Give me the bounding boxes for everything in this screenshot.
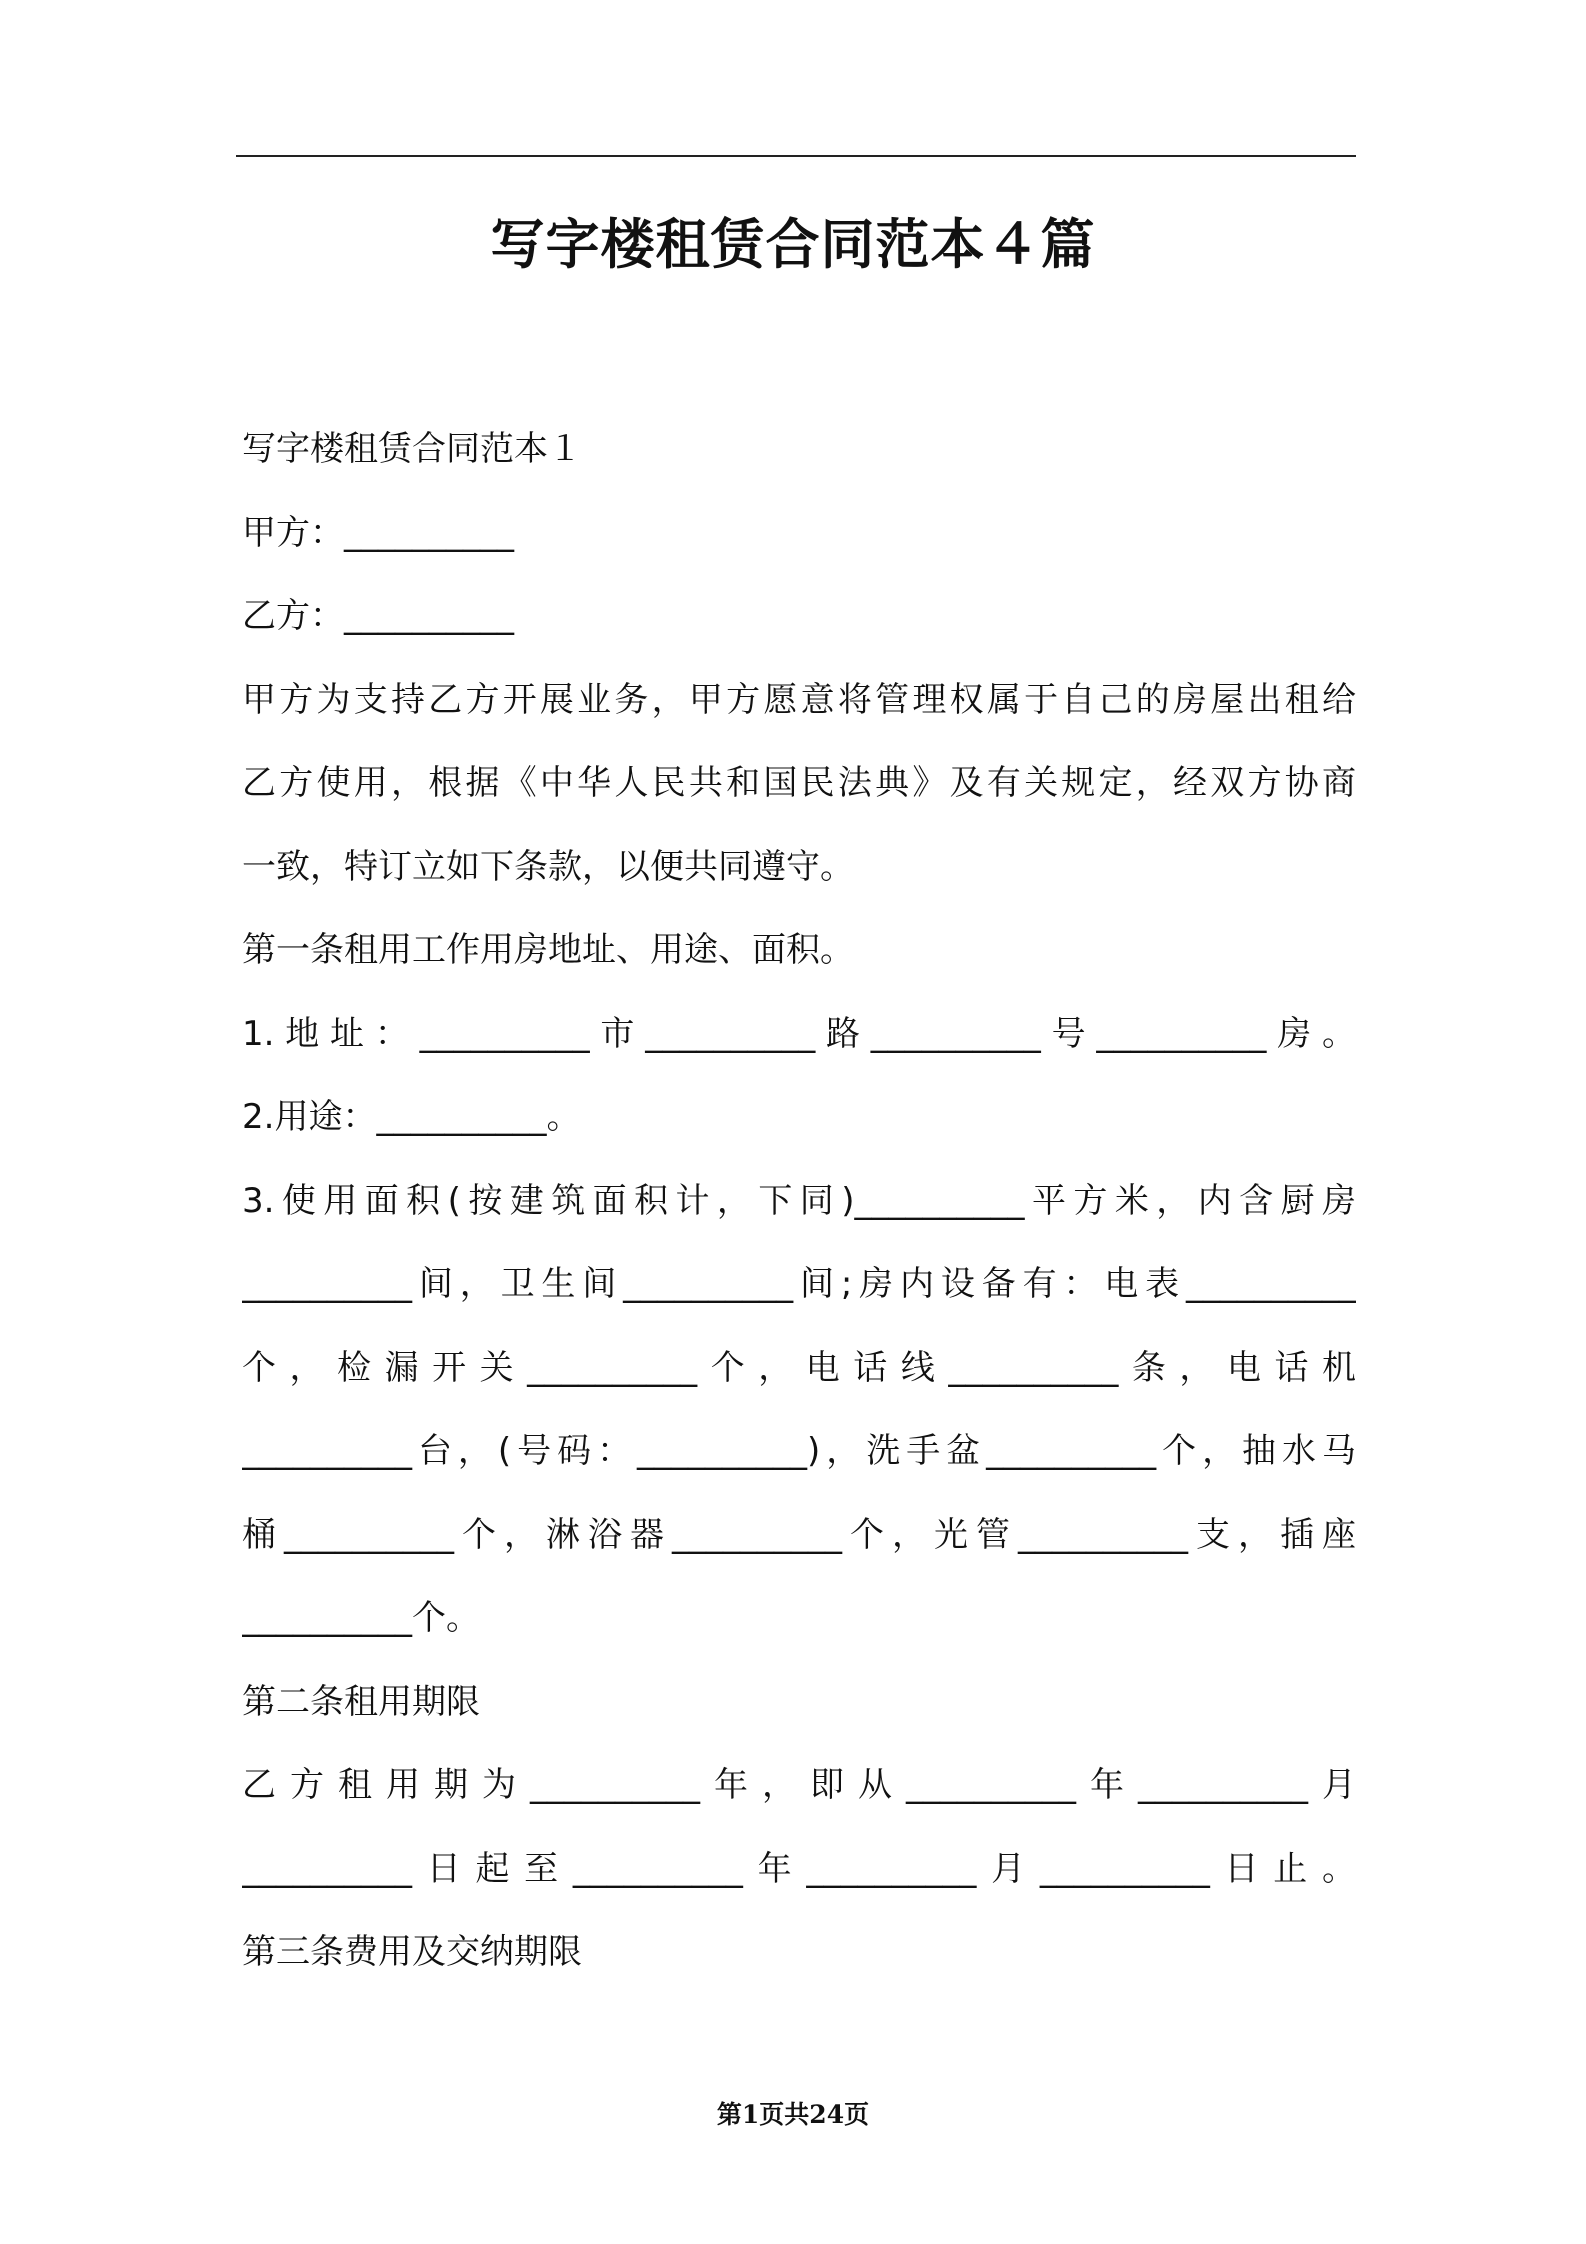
area-line-2: __________间，卫生间__________间;房内设备有：电表__________ [242,1264,1356,1304]
page-number-footer: 第1页共24页 [716,2100,870,2129]
area-line-6: __________个。 [242,1598,480,1638]
area-line-3: 个，检漏开关__________个，电话线__________条，电话机 [242,1347,1356,1388]
party-a-line: 甲方：__________ [242,512,514,553]
party-b-line: 乙方：__________ [242,596,514,636]
area-line-4: __________台，(号码：__________)，洗手盆__________个，抽水马 [242,1431,1356,1471]
section-heading-contract-1: 写字楼租赁合同范本１ [242,429,582,469]
preamble-line-2: 乙方使用，根据《中华人民共和国民法典》及有关规定，经双方协商 [242,763,1356,803]
purpose-line: 2.用途：__________。 [242,1097,581,1137]
document-body [242,408,1356,1995]
area-line-5: 桶__________个，淋浴器__________个，光管__________支，插座 [242,1514,1356,1555]
article-1-heading: 第一条租用工作用房地址、用途、面积。 [242,930,854,970]
article-3-heading: 第三条费用及交纳期限 [242,1932,582,1972]
preamble-line-3: 一致，特订立如下条款，以便共同遵守。 [242,846,854,887]
document-title: 写字楼租赁合同范本４篇 [490,213,1096,276]
article-2-heading: 第二条租用期限 [242,1681,480,1722]
term-line-2: __________日起至__________年__________月__________日止。 [242,1848,1356,1889]
header-rule [236,155,1356,157]
area-line-1: 3.使用面积(按建筑面积计，下同)__________平方米，内含厨房 [242,1180,1356,1221]
term-line-1: 乙方租用期为__________年，即从__________年__________月 [242,1765,1356,1805]
preamble-line-1: 甲方为支持乙方开展业务，甲方愿意将管理权属于自己的房屋出租给 [242,679,1356,720]
address-line: 1.地址：__________市__________路__________号__________房。 [242,1013,1356,1054]
